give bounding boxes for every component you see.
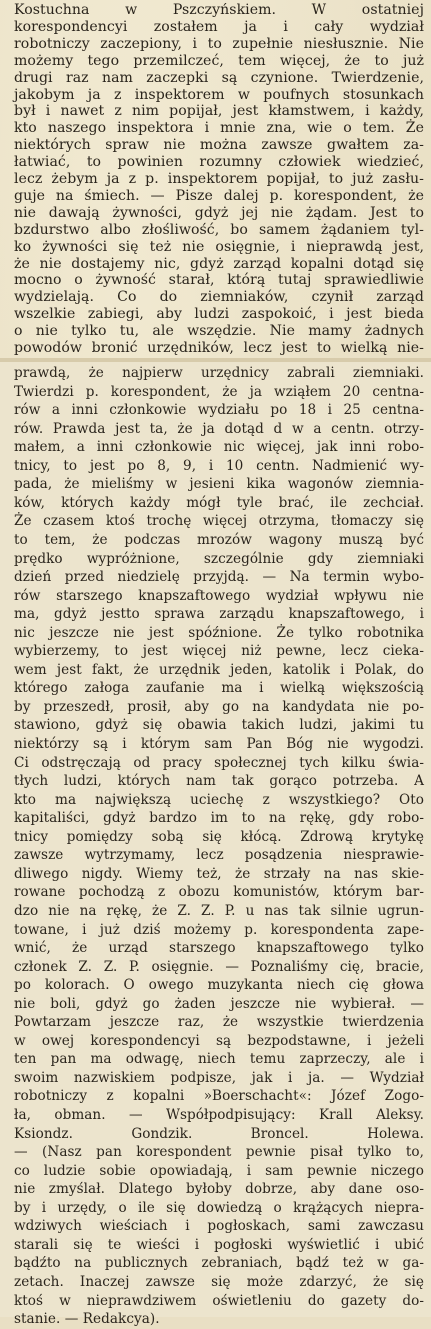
article-line: kto naszego inspektora i mnie zna, wie o tem. Że [14,120,424,137]
article-line: wem jest fakt, że urzędnik jeden, katolik i Polak, do [14,661,424,678]
article-line: prawdą, że najpierw urzędnicy zabrali ziemniaki. [14,365,424,381]
article-line: robotniczy z kopalni »Boerschacht«: Józef Zogo- [14,1088,424,1105]
article-line: kapitaliści, gdyż bardzo im to na rękę, gdy robo- [14,810,424,827]
article-line: członek Z. Z. P. osięgnie. — Poznaliśmy cię, bracie, [14,958,424,975]
article-part-1 [0,0,431,358]
article-line: stanie. — Redakcya). [14,1311,160,1328]
article-line: prędko wypróżnione, szczególnie gdy ziemniaki [14,550,424,567]
article-line: by przeszedł, prosił, aby go na kandydata nie po- [14,698,424,715]
article-line: Kostuchna w Pszczyńskiem. W ostatniej [14,2,424,18]
article-line: mocno o żywność starał, którą tutaj sprawiedliwie [14,272,424,289]
article-line: dliwego nigdy. Wiemy też, że strzały na nas skie- [14,865,424,882]
article-line: nie dawają żywności, gdyż jej nie żądam. Jest to [14,204,424,221]
article-line: lecz żebym ja z p. inspektorem popijał, to już zasłu- [14,171,424,187]
article-line: co ludzie sobie opowiadają, i sam pewnie niczego [14,1162,424,1179]
article-part-2 [0,362,431,1328]
article-line: wybierzemy, to jest więcej niż pewne, lecz cieka- [14,643,424,660]
article-line: dzo nie na rękę, że Z. Z. P. u nas tak silnie ugrun- [14,902,424,919]
article-line: Ci odstręczają od pracy społecznej tych kilku świa- [14,754,424,771]
article-line: łatwiać, to powinien rozumny człowiek wiedzieć, [14,154,424,171]
article-line: którego załoga zaufanie ma i wielką większością [14,680,424,697]
article-line: możemy tego przemilczeć, tem więcej, że to już [14,52,424,69]
article-line: że nie dostajemy nic, gdyż zarząd kopalni dotąd się [14,255,424,272]
article-line: ma, gdyż jestto sprawa zarządu knapszaftowego, i [14,606,424,623]
article-line: ktoś w nieprawdziwem oświetleniu do gazety do- [14,1292,424,1309]
article-line: rowane pochodzą z obozu komunistów, którym bar- [14,884,424,901]
article-line: pada, że mieliśmy w jesieni kika wagonów ziemnia- [14,476,424,493]
article-line: wnić, że urząd starszego knapszaftowego tylko [14,940,424,957]
article-line: starali się te wieści i pogłoski wyświetlić i ubić [14,1236,424,1253]
article-line: ko żywności się też nie osięgnie, i nieprawdą jest, [14,238,424,255]
article-line: ten pan ma odwagę, niech temu zaprzeczy, ale i [14,1051,424,1068]
article-line: by i urzędy, o ile się dowiedzą o krążących niepra- [14,1199,424,1216]
article-line: Ksiondz. Gondzik. Broncel. Holewa. [14,1125,424,1142]
article-line: rów a inni członkowie wydziału po 18 i 25 centna- [14,402,424,419]
article-line: Że czasem ktoś trochę więcej otrzyma, tłomaczy się [14,513,424,530]
article-line: kto ma największą uciechę z wszystkiego? Oto [14,791,424,808]
article-line: guje na śmiech. — Pisze dalej p. korespondent, że [14,187,424,204]
article-line: drugi raz nam zaczepki są czynione. Twierdzenie, [14,69,424,86]
article-line: Powtarzam jeszcze raz, że wszystkie twierdzenia [14,1014,424,1031]
article-line: tnicy, to jest po 8, 9, i 10 centn. Nadmienić wy- [14,457,424,474]
article-line: tnicy pomiędzy sobą się kłócą. Zdrową krytykę [14,828,424,845]
article-line: robotniczy zaczepiony, i to zupełnie niesłusznie. Nie [14,35,424,52]
article-line: nic jeszcze nie jest spóźnione. Że tylko robotnika [14,624,424,641]
article-line: bzdurstwo albo złośliwość, bo samem żądaniem tyl- [14,221,424,238]
article-line: wydzielają. Co do ziemniaków, czynił zarząd [14,289,424,306]
article-line: korespondencyi zostałem ja i cały wydział [14,18,424,35]
article-line: był i nawet z nim popijał, jest kłamstwem, i każdy, [14,103,424,120]
article-line: ków, których każdy mógł tyle brać, ile zechciał. [14,494,424,511]
article-line: zetach. Inaczej zawsze się może zdarzyć, że się [14,1273,424,1290]
article-line: ła, obman. — Współpodpisujący: Krall Aleksy. [14,1107,424,1123]
article-line: rów. Prawda jest ta, że ja dotąd d w a centn. otrzy- [14,420,424,437]
article-line: niektórych spraw nie można zawsze gwałtem za- [14,137,424,154]
article-line: jakobym ja z inspektorem w poufnych stosunkach [14,86,424,103]
article-line: tłych ludzi, których nam tak gorąco potrzeba. A [14,773,424,790]
article-line: wdziwych wieściach i pogłoskach, sami zawczasu [14,1218,424,1235]
article-line: w owej korespondencyi są bezpodstawne, i jeżeli [14,1032,424,1049]
article-line: — (Nasz pan korespondent pewnie pisał tylko to, [14,1144,424,1161]
article-line: nie zmyślał. Dlatego byłoby dobrze, aby dane oso- [14,1181,424,1198]
article-line: rów starszego knapszaftowego wydział wpływu nie [14,587,424,604]
article-line: nie boli, gdyż go żaden jeszcze nie wybierał. — [14,995,424,1012]
article-line: stawiono, gdyż się obawia takich ludzi, jakimi tu [14,717,424,734]
article-line: to tem, że podczas mrozów wagony muszą być [14,531,424,548]
article-line: zawsze wytrzymamy, lecz posądzenia niesprawie- [14,847,424,864]
article-line: powodów bronić urzędników, lecz jest to wielką nie- [14,340,424,356]
article-line: Twierdzi p. korespondent, że ja wziąłem 20 centna- [14,383,424,400]
article-line: wszelkie zabiegi, aby ludzi zaspokoić, i jest bieda [14,306,424,323]
article-line: małem, a inni członkowie nic więcej, jak inni robo- [14,439,424,456]
article-line: o nie tylko tu, ale wszędzie. Nie mamy żadnych [14,323,424,340]
article-line: niektórzy są i którym sam Pan Bóg nie wygodzi. [14,736,424,752]
article-line: po kolorach. O owego muzykanta niech cię głowa [14,977,424,994]
article-line: swoim nazwiskiem podpisze, jak i ja. — Wydział [14,1069,424,1086]
article-line: bądźto na publicznych zebraniach, bądź też w ga- [14,1255,424,1272]
article-line: towane, i już dziś możemy p. korespondenta zape- [14,921,424,938]
article-line: dzień przed niedzielę przyjdą. — Na termin wybo- [14,569,424,586]
